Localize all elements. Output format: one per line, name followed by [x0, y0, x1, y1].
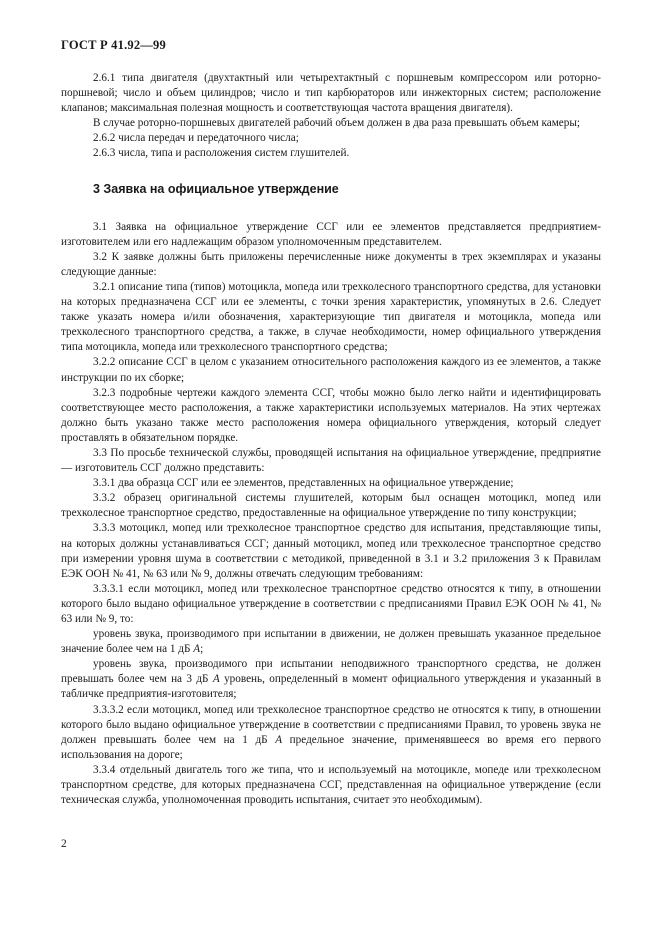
paragraph-3-3-3-2	[61, 703, 601, 763]
paragraph-3-2: 3.2 К заявке должны быть приложены перечисленные ниже документы в трех экземплярах и указаны следующие данные:	[61, 250, 601, 278]
paragraph-3-3: 3.3 По просьбе технической службы, проводящей испытания на официальное утверждение, предприятие — изготовитель ССГ должно представить:	[61, 446, 601, 475]
paragraph-2-6-2: 2.6.2 числа передач и передаточного числа;	[93, 132, 299, 145]
text-segment: уровень, определенный в момент официального утверждения и указанный в табличке предприятия-изготовителя;	[61, 673, 601, 701]
document-header: ГОСТ Р 41.92—99	[61, 38, 166, 52]
unit-a: А	[212, 673, 220, 686]
paragraph-3-3-3: 3.3.3 мотоцикл, мопед или трехколесное транспортное средство для испытания, представляющие типы, на которых должны устанавливаться ССГ; данный мотоцикл, мопед или трехколесное транспортное средство при измерении уровня шума в соответствии с методикой, приведенной в 3.1 и 3.2 приложения 3 к Правилам ЕЭК ООН № 41, № 63 или № 9, должны отвечать следующим требованиям:	[61, 522, 601, 580]
paragraph-3-3-1: 3.3.1 два образца ССГ или ее элементов, представленных на официальное утверждение;	[93, 477, 514, 490]
section-heading: 3 Заявка на официальное утверждение	[93, 181, 339, 196]
paragraph-moving-noise	[61, 627, 601, 657]
text-segment: ;	[200, 643, 204, 656]
paragraph-3-1: 3.1 Заявка на официальное утверждение ССГ или ее элементов представляется предприятием-изготовителем или его надлежащим образом уполномоченным представителем.	[61, 220, 601, 248]
paragraph-2-6-1: 2.6.1 типа двигателя (двухтактный или четырехтактный с поршневым компрессором или роторно-поршневой; число и объем цилиндров; число и тип карбюраторов или инжекторных систем; расположение клапанов; максимальная полезная мощность и соответствующая частота вращения двигателя).	[61, 72, 601, 115]
document-page	[61, 38, 601, 808]
text-segment: уровень звука, производимого при испытании в движении, не должен превышать указанное предельное значение более чем на 1 дБ	[61, 628, 601, 656]
paragraph-2-6-3: 2.6.3 числа, типа и расположения систем глушителей.	[93, 147, 350, 160]
unit-a: А	[275, 733, 283, 746]
text-segment: 3.3.3.2 если мотоцикл, мопед или трехколесное транспортное средство не относятся к типу, в отношении которого было выдано официальное утверждение в соответствии с предписаниями Правил, то уровень звука не должен превышать более чем на 1 дБ	[61, 703, 601, 746]
paragraph-3-3-2: 3.3.2 образец оригинальной системы глушителей, которым был оснащен мотоцикл, мопед или трехколесное транспортное средство, предоставленные на официальное утверждение по типу конструкции;	[61, 492, 601, 520]
paragraph-3-2-1: 3.2.1 описание типа (типов) мотоцикла, мопеда или трехколесного транспортного средства, для установки на которых предназначена ССГ или ее элементы, с точки зрения характеристик, упомянутых в 2.6. Следует также указать номера и/или обозначения, характеризующие тип двигателя и мотоцикла, мопеда или трехколесного транспортного средства, а также, в случае необходимости, номер официального утверждения типа мотоцикла, мопеда или трехколесного транспортного средства;	[61, 280, 601, 354]
paragraph-3-2-3: 3.2.3 подробные чертежи каждого элемента ССГ, чтобы можно было легко найти и идентифицировать соответствующее место расположения, а также характеристики используемых материалов. На этих чертежах должно быть указано также место расположения номера официального утверждения, который следует проставлять в обязательном порядке.	[61, 386, 601, 444]
paragraph-rotary-note: В случае роторно-поршневых двигателей рабочий объем должен в два раза превышать объем камеры;	[93, 117, 580, 130]
paragraph-stationary-noise	[61, 657, 601, 702]
paragraph-3-3-4: 3.3.4 отдельный двигатель того же типа, что и используемый на мотоцикле, мопеде или трехколесном транспортном средстве, для которых предназначена ССГ, представленная на официальное утверждение (если техническая служба, уполномоченная проводить испытания, считает это необходимым).	[61, 763, 601, 807]
unit-a: А	[193, 643, 201, 656]
text-segment: уровень звука, производимого при испытании неподвижного транспортного средства, не должен превышать более чем на 3 дБ	[61, 658, 601, 686]
text-segment: предельное значение, применявшееся во время его первого использования на дороге;	[61, 733, 601, 761]
paragraph-3-2-2: 3.2.2 описание ССГ в целом с указанием относительного расположения каждого из ее элементов, а также инструкции по их сборке;	[61, 356, 601, 384]
page-number: 2	[61, 838, 67, 850]
paragraph-3-3-3-1: 3.3.3.1 если мотоцикл, мопед или трехколесное транспортное средство относятся к типу, в отношении которого было выдано официальное утверждение в соответствии с предписаниями Правил ЕЭК ООН № 41, № 63 или № 9, то:	[61, 582, 601, 625]
